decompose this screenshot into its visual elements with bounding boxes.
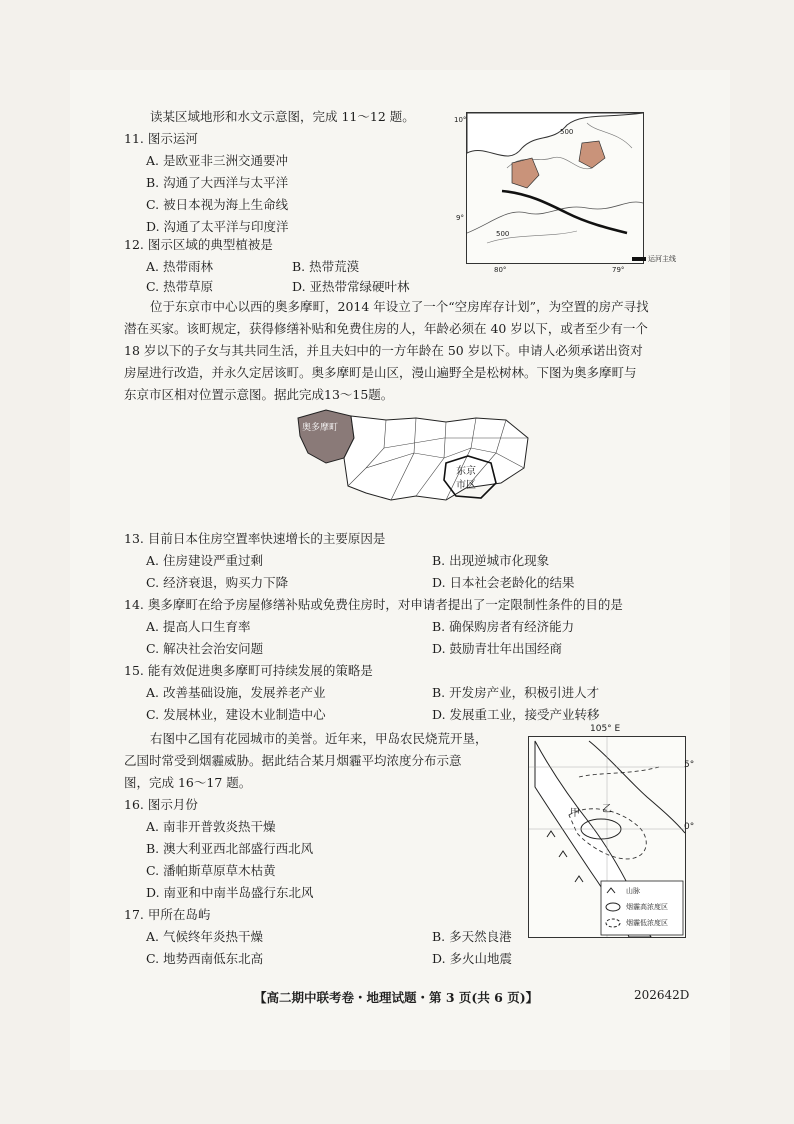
haze-map-label-jia: 甲 <box>570 808 580 819</box>
question-14-option-b[interactable]: B. 确保购房者有经济能力 <box>432 619 575 634</box>
tokyo-map-label-okutama: 奥多摩町 <box>302 423 339 433</box>
question-16-option-d[interactable]: D. 南亚和中南半岛盛行东北风 <box>146 885 314 900</box>
canal-map-lat-mid: 9° <box>456 214 464 222</box>
question-17-option-a[interactable]: A. 气候终年炎热干燥 <box>146 929 263 944</box>
question-13-option-b[interactable]: B. 出现逆城市化现象 <box>432 553 550 568</box>
question-11-option-c[interactable]: C. 被日本视为海上生命线 <box>146 197 289 212</box>
question-16-stem: 16. 图示月份 <box>124 797 198 812</box>
question-11-option-b[interactable]: B. 沟通了大西洋与太平洋 <box>146 175 289 190</box>
question-14-stem: 14. 奥多摩町在给予房屋修缮补贴或免费住房时，对申请者提出了一定限制性条件的目的是 <box>124 597 623 612</box>
question-12-option-c[interactable]: C. 热带草原 <box>146 279 214 294</box>
question-14-option-a[interactable]: A. 提高人口生育率 <box>146 619 251 634</box>
question-12-option-d[interactable]: D. 亚热带常绿硬叶林 <box>292 279 410 294</box>
canal-map-contour-a: 500 <box>560 128 574 136</box>
question-15-option-b[interactable]: B. 开发房产业，积极引进人才 <box>432 685 600 700</box>
canal-legend-swatch <box>632 257 646 261</box>
question-12-stem: 12. 图示区域的典型植被是 <box>124 237 273 252</box>
question-11-option-a[interactable]: A. 是欧亚非三洲交通要冲 <box>146 153 288 168</box>
canal-map-contour-b: 500 <box>496 230 510 238</box>
canal-map <box>466 112 644 264</box>
question-15-option-d[interactable]: D. 发展重工业，接受产业转移 <box>432 707 600 722</box>
passage-16-17-line-3: 图，完成 16～17 题。 <box>124 775 252 790</box>
haze-map-lon: 105° E <box>590 724 621 734</box>
question-14-option-c[interactable]: C. 解决社会治安问题 <box>146 641 264 656</box>
question-13-stem: 13. 目前日本住房空置率快速增长的主要原因是 <box>124 531 386 546</box>
passage-13-15-line-5: 东京市区相对位置示意图。据此完成13～15题。 <box>124 387 394 402</box>
question-17-option-d[interactable]: D. 多火山地震 <box>432 951 513 966</box>
canal-map-lon-right: 79° <box>612 266 625 274</box>
canal-map-lat-top: 10° <box>454 116 467 124</box>
passage-13-15-line-1: 位于东京市中心以西的奥多摩町，2014 年设立了一个“空房库存计划”，为空置的房产寻找 <box>150 299 649 314</box>
tokyo-map-label-tokyo-1: 东京 <box>456 466 476 477</box>
haze-map-lat-0: 0° <box>684 822 695 832</box>
question-16-option-b[interactable]: B. 澳大利亚西北部盛行西北风 <box>146 841 314 856</box>
question-11-option-d[interactable]: D. 沟通了太平洋与印度洋 <box>146 219 289 234</box>
page-footer-code: 202642D <box>634 988 690 1002</box>
question-12-option-b[interactable]: B. 热带荒漠 <box>292 259 360 274</box>
question-16-option-a[interactable]: A. 南非开普敦炎热干燥 <box>146 819 276 834</box>
haze-legend-low: 烟霾低浓度区 <box>626 919 668 927</box>
question-14-option-d[interactable]: D. 鼓励青壮年出国经商 <box>432 641 563 656</box>
section-intro-11-12: 读某区域地形和水文示意图，完成 11～12 题。 <box>150 109 415 124</box>
question-13-option-d[interactable]: D. 日本社会老龄化的结果 <box>432 575 575 590</box>
passage-13-15-line-3: 18 岁以下的子女与其共同生活，并且夫妇中的一方年龄在 50 岁以下。申请人必须承诺出资对 <box>124 343 643 358</box>
question-13-option-a[interactable]: A. 住房建设严重过剩 <box>146 553 263 568</box>
question-11-stem: 11. 图示运河 <box>124 131 198 146</box>
haze-map-lat-5: 5° <box>684 760 695 770</box>
question-16-option-c[interactable]: C. 潘帕斯草原草木枯黄 <box>146 863 276 878</box>
passage-16-17-line-2: 乙国时常受到烟霾威胁。据此结合某月烟霾平均浓度分布示意 <box>124 753 462 768</box>
question-17-option-c[interactable]: C. 地势西南低东北高 <box>146 951 264 966</box>
tokyo-map-label-tokyo-2: 市区 <box>456 480 476 491</box>
question-15-stem: 15. 能有效促进奥多摩町可持续发展的策略是 <box>124 663 373 678</box>
passage-13-15-line-2: 潜在买家。该町规定，获得修缮补贴和免费住房的人，年龄必须在 40 岁以下，或者至少有一个 <box>124 321 648 336</box>
page-footer-title: 【高二期中联考卷・地理试题・第 3 页(共 6 页)】 <box>254 990 539 1005</box>
haze-legend-mountain: 山脉 <box>626 887 640 895</box>
passage-13-15-line-4: 房屋进行改造，并永久定居该町。奥多摩町是山区，漫山遍野全是松树林。下图为奥多摩町与 <box>124 365 637 380</box>
haze-map-label-yi: 乙 <box>602 804 612 815</box>
canal-legend-label: 运河主线 <box>648 255 676 263</box>
canal-map-graphic <box>467 113 643 263</box>
question-17-option-b[interactable]: B. 多天然良港 <box>432 929 512 944</box>
question-15-option-a[interactable]: A. 改善基础设施，发展养老产业 <box>146 685 326 700</box>
haze-legend-high: 烟霾高浓度区 <box>626 903 668 911</box>
question-12-option-a[interactable]: A. 热带雨林 <box>146 259 213 274</box>
question-13-option-c[interactable]: C. 经济衰退，购买力下降 <box>146 575 289 590</box>
question-17-stem: 17. 甲所在岛屿 <box>124 907 211 922</box>
canal-map-lon-left: 80° <box>494 266 507 274</box>
question-15-option-c[interactable]: C. 发展林业，建设木业制造中心 <box>146 707 326 722</box>
passage-16-17-line-1: 右图中乙国有花园城市的美誉。近年来，甲岛农民烧荒开垦， <box>150 731 488 746</box>
